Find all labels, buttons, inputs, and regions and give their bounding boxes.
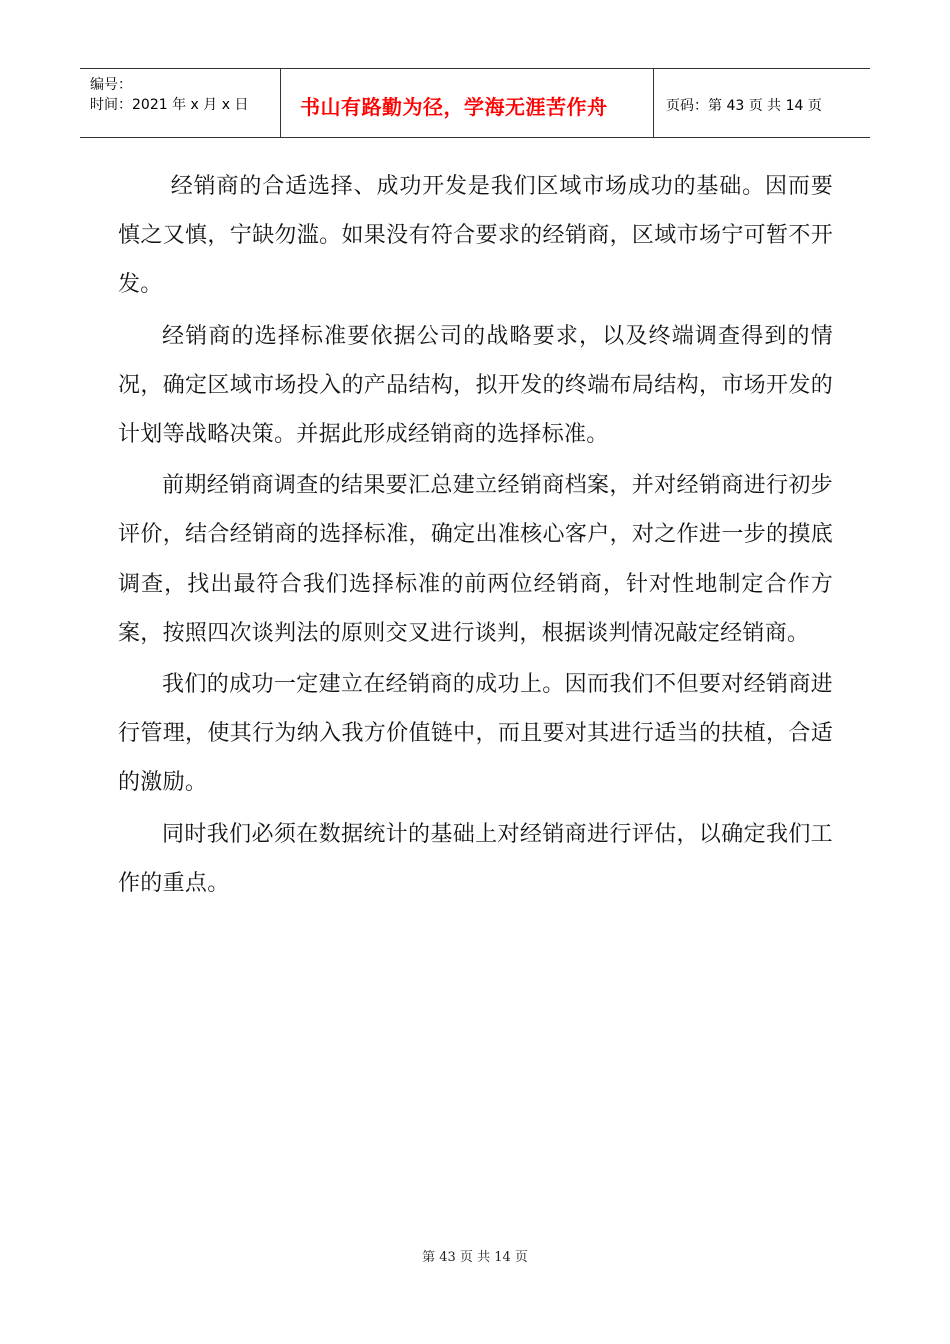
body-paragraph: 同时我们必须在数据统计的基础上对经销商进行评估，以确定我们工作的重点。	[118, 821, 833, 896]
document-number-label: 编号：	[90, 77, 132, 93]
page-header	[80, 68, 870, 138]
body-paragraph: 经销商的合适选择、成功开发是我们区域市场成功的基础。因而要慎之又慎，宁缺勿滥。如果没有符合要求的经销商，区域市场宁可暂不开发。	[118, 174, 833, 298]
header-page-cell	[654, 69, 870, 137]
footer-page-number: 第 43 页 共 14 页	[422, 1250, 528, 1265]
page-footer	[0, 1246, 950, 1265]
body-paragraph: 前期经销商调查的结果要汇总建立经销商档案，并对经销商进行初步评价，结合经销商的选择标准，确定出准核心客户，对之作进一步的摸底调查，找出最符合我们选择标准的前两位经销商，针对性地制定合作方案，按照四次谈判法的原则交叉进行谈判，根据谈判情况敲定经销商。	[118, 473, 833, 646]
body-paragraph: 我们的成功一定建立在经销商的成功上。因而我们不但要对经销商进行管理，使其行为纳入我方价值链中，而且要对其进行适当的扶植，合适的激励。	[118, 672, 833, 796]
header-page-number: 页码：第 43 页 共 14 页	[666, 98, 822, 114]
body-paragraph: 经销商的选择标准要依据公司的战略要求，以及终端调查得到的情况，确定区域市场投入的产品结构，拟开发的终端布局结构，市场开发的计划等战略决策。并据此形成经销商的选择标准。	[118, 323, 833, 448]
header-motto: 书山有路勤为径，学海无涯苦作舟	[300, 94, 608, 119]
header-motto-cell	[281, 69, 654, 137]
header-meta-cell	[80, 69, 281, 137]
document-date-label: 时间：2021 年 x 月 x 日	[90, 97, 249, 113]
document-body	[118, 162, 833, 910]
